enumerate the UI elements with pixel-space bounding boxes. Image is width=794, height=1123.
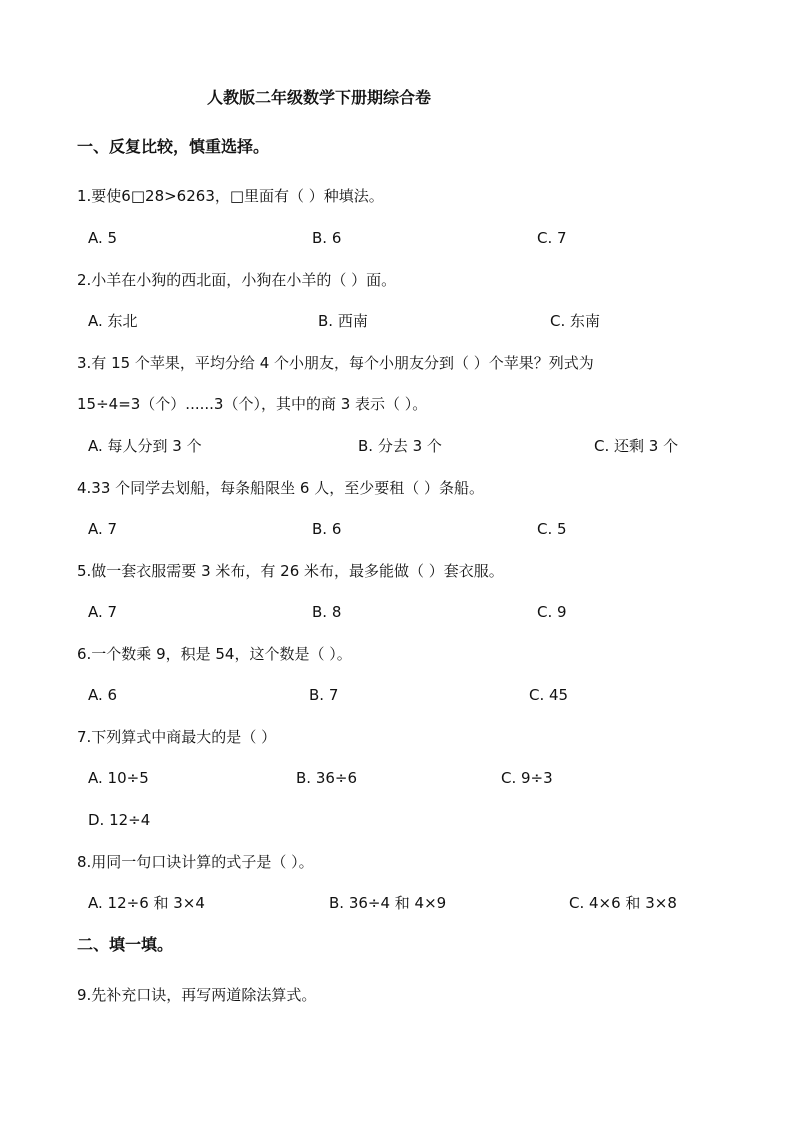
page-title: 人教版二年级数学下册期综合卷 [207, 88, 432, 107]
question-6-option-a: A. 6 [88, 686, 118, 704]
question-1-option-b: B. 6 [312, 229, 342, 247]
question-8-option-a: A. 12÷6 和 3×4 [88, 894, 205, 912]
question-7: 7.下列算式中商最大的是（ ） [77, 728, 277, 746]
question-6-option-c: C. 45 [529, 686, 569, 704]
question-1: 1.要使6□28>6263，□里面有（ ）种填法。 [77, 187, 384, 205]
question-4-option-a: A. 7 [88, 520, 118, 538]
question-7-option-c: C. 9÷3 [501, 769, 553, 787]
question-3-line-2: 15÷4=3（个）......3（个），其中的商 3 表示（ ）。 [77, 395, 428, 413]
question-2-option-c: C. 东南 [550, 312, 601, 330]
question-3-option-a: A. 每人分到 3 个 [88, 437, 202, 455]
question-7-option-d: D. 12÷4 [88, 811, 151, 829]
question-3-option-b: B. 分去 3 个 [358, 437, 442, 455]
question-1-option-a: A. 5 [88, 229, 118, 247]
question-8-option-b: B. 36÷4 和 4×9 [329, 894, 447, 912]
question-2-option-b: B. 西南 [318, 312, 368, 330]
question-9: 9.先补充口诀，再写两道除法算式。 [77, 986, 317, 1004]
question-3-option-c: C. 还剩 3 个 [594, 437, 679, 455]
question-6-option-b: B. 7 [309, 686, 339, 704]
question-2: 2.小羊在小狗的西北面，小狗在小羊的（ ）面。 [77, 271, 397, 289]
question-3: 3.有 15 个苹果，平均分给 4 个小朋友，每个小朋友分到（ ）个苹果？列式为 [77, 354, 594, 372]
question-2-option-a: A. 东北 [88, 312, 138, 330]
question-4-option-c: C. 5 [537, 520, 567, 538]
question-8-option-c: C. 4×6 和 3×8 [569, 894, 677, 912]
question-5-option-a: A. 7 [88, 603, 118, 621]
section-heading-choice: 一、反复比较，慎重选择。 [77, 137, 270, 156]
question-7-option-a: A. 10÷5 [88, 769, 149, 787]
question-4-option-b: B. 6 [312, 520, 342, 538]
question-6: 6.一个数乘 9，积是 54，这个数是（ ）。 [77, 645, 352, 663]
question-5: 5.做一套衣服需要 3 米布，有 26 米布，最多能做（ ）套衣服。 [77, 562, 504, 580]
question-8: 8.用同一句口诀计算的式子是（ ）。 [77, 853, 314, 871]
question-7-option-b: B. 36÷6 [296, 769, 358, 787]
question-5-option-b: B. 8 [312, 603, 342, 621]
section-heading-fill: 二、填一填。 [77, 935, 174, 954]
question-1-option-c: C. 7 [537, 229, 567, 247]
question-4: 4.33 个同学去划船，每条船限坐 6 人，至少要租（ ）条船。 [77, 479, 485, 497]
question-5-option-c: C. 9 [537, 603, 567, 621]
